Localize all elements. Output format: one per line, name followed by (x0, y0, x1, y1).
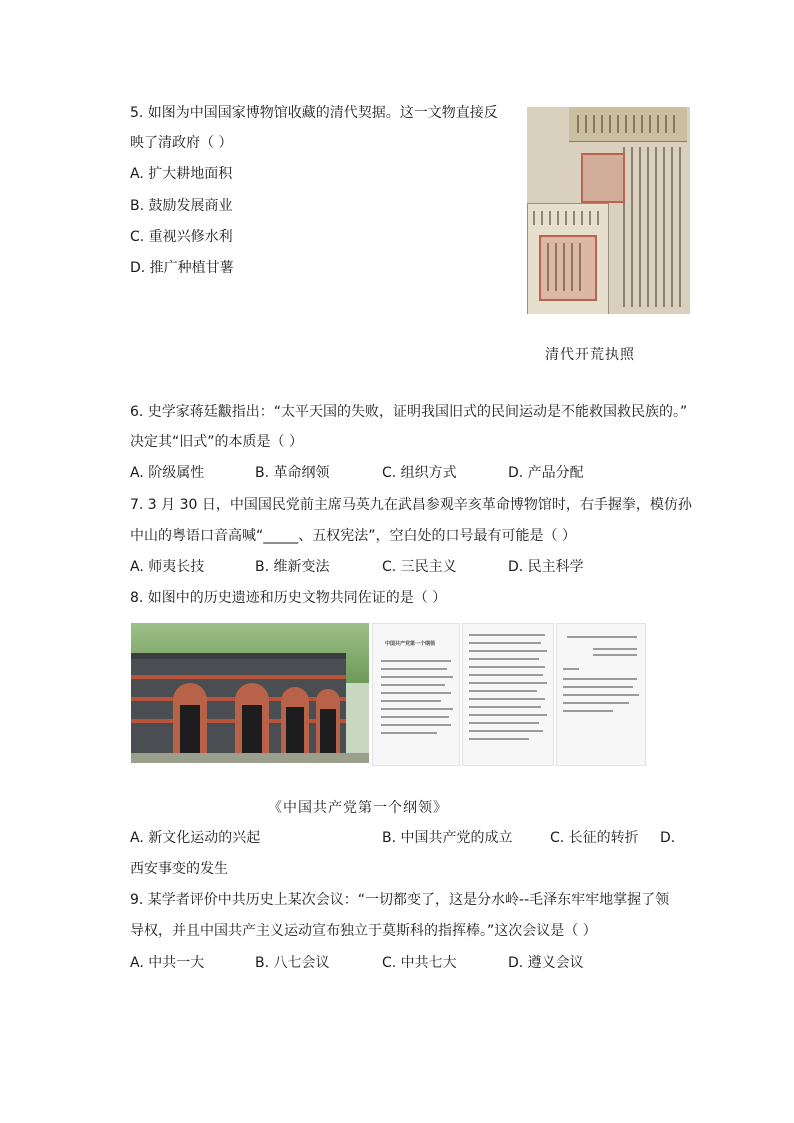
q8-option-a[interactable]: A. 新文化运动的兴起 (130, 830, 261, 846)
door-2 (242, 705, 262, 753)
q9-option-c[interactable]: C. 中共七大 (382, 955, 457, 971)
door-1 (180, 705, 200, 753)
q6-option-c[interactable]: C. 组织方式 (382, 465, 457, 481)
q9-stem-line2: 导权，并且中国共产主义运动宣布独立于莫斯科的指挥棒。”这次会议是（ ） (130, 923, 597, 939)
q5-option-c[interactable]: C. 重视兴修水利 (130, 229, 233, 245)
q5-option-d[interactable]: D. 推广种植甘薯 (130, 260, 234, 276)
q9-option-a[interactable]: A. 中共一大 (130, 955, 205, 971)
door-3 (286, 707, 304, 755)
q6-option-a[interactable]: A. 阶级属性 (130, 465, 205, 481)
brick-band-upper (131, 675, 346, 679)
red-seal-upper (581, 153, 625, 203)
q8-option-c[interactable]: C. 长征的转折 (550, 830, 639, 846)
q9-option-b[interactable]: B. 八七会议 (255, 955, 330, 971)
slip-body-text (547, 243, 587, 291)
q7-stem-line2: 中山的粤语口音高喊“_____、五权宪法”，空白处的口号最有可能是（ ） (130, 528, 576, 544)
document-page-2 (462, 623, 554, 766)
q7-option-a[interactable]: A. 师夷长技 (130, 559, 205, 575)
door-4 (320, 709, 336, 753)
q7-option-d[interactable]: D. 民主科学 (508, 559, 584, 575)
slip-title-text (533, 211, 599, 225)
q6-stem-line2: 决定其“旧式”的本质是（ ） (130, 434, 303, 450)
q8-image-caption: 《中国共产党第一个纲领》 (268, 800, 448, 816)
q5-option-a[interactable]: A. 扩大耕地面积 (130, 166, 233, 182)
document-page-3 (556, 623, 646, 766)
first-congress-site-photo (131, 623, 369, 763)
q7-option-c[interactable]: C. 三民主义 (382, 559, 457, 575)
contract-header-text (577, 115, 681, 133)
q8-option-b[interactable]: B. 中国共产党的成立 (382, 830, 513, 846)
qing-land-reclamation-permit-image (527, 107, 690, 314)
q8-option-d[interactable]: D. (660, 830, 676, 846)
q9-option-d[interactable]: D. 遵义会议 (508, 955, 584, 971)
q8-option-d-text[interactable]: 西安事变的发生 (130, 861, 228, 877)
q5-option-b[interactable]: B. 鼓励发展商业 (130, 198, 233, 214)
q8-stem: 8. 如图中的历史遗迹和历史文物共同佐证的是（ ） (130, 590, 447, 606)
document-page-1 (372, 623, 460, 766)
document-title: 中国共产党第一个纲领 (385, 641, 436, 647)
q6-option-d[interactable]: D. 产品分配 (508, 465, 584, 481)
q5-stem-line1: 5. 如图为中国国家博物馆收藏的清代契据。这一文物直接反 (130, 105, 498, 121)
q9-stem-line1: 9. 某学者评价中共历史上某次会议：“一切都变了，这是分水岭--毛泽东牢牢地掌握了领 (130, 892, 670, 908)
q6-option-b[interactable]: B. 革命纲领 (255, 465, 330, 481)
q5-stem-line2: 映了清政府（ ） (130, 135, 233, 151)
q7-option-b[interactable]: B. 维新变法 (255, 559, 330, 575)
q7-stem-line1: 7. 3 月 30 日，中国国民党前主席马英九在武昌参观辛亥革命博物馆时，右手握拳，模仿孙 (130, 497, 692, 513)
q5-image-caption: 清代开荒执照 (545, 347, 635, 363)
contract-body-text (623, 147, 683, 307)
q6-stem-line1: 6. 史学家蒋廷黻指出：“太平天国的失败，证明我国旧式的民间运动是不能救国救民族的。” (130, 404, 688, 420)
ground (131, 753, 369, 763)
